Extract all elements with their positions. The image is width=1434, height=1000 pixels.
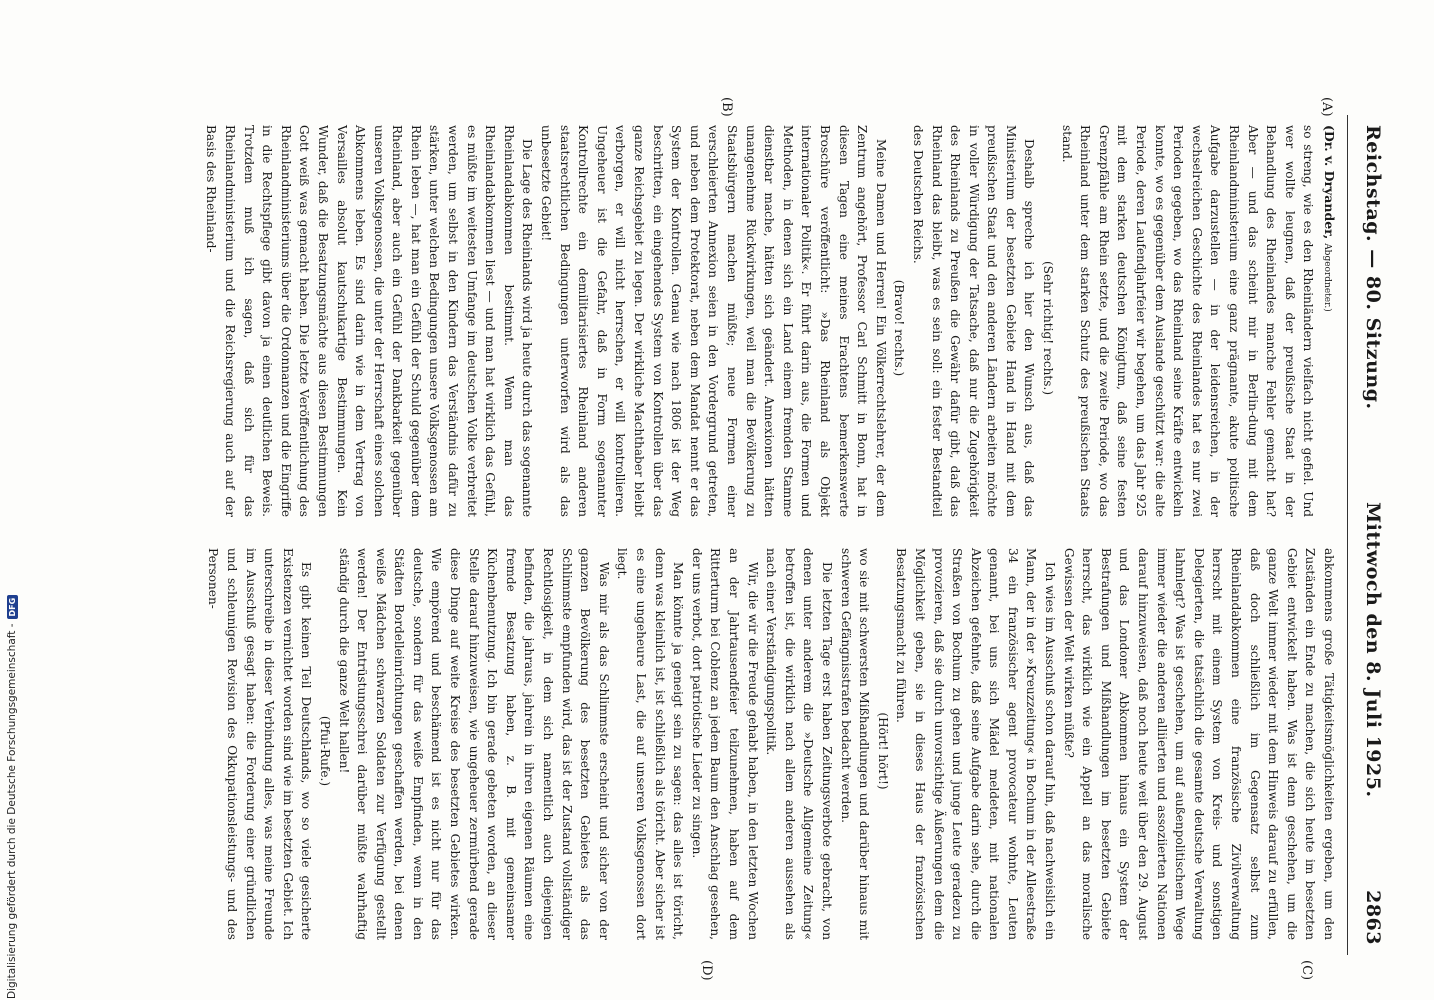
interjection: (Hört! hört!): [875, 712, 890, 790]
paragraph: Die Lage des Rheinlands wird ja heute durch das sogenannte Rheinlandabkommen bestimmt. Wenn man das Rheinlandabkommen liest — und man hat wirklich das Gefühl, es müßte im weitesten Umfange im deutschen Volke verbreitet werden, um selbst in den Kindern das Verständnis dafür zu stärken, unter welchen Bedingungen unsere Volksgenossen am Rhein leben —, hat man ein Gefühl der Schuld gegenüber dem Rheinland, aber auch ein Gefühl der Dankbarkeit gegenüber unseren Volksgenossen, die unter der Herrschaft eines solchen Abkommens leben. Es sind darin wie in dem Vertrag von Versailles absolut kautschukartige Bestimmungen. Kein Wunder, daß die Besatzungsmächte aus diesen Bestimmungen Gott weiß was gemacht haben. Die letzte Veröffentlichung des Rheinlandministeriums über die Ordonnanzen und die Eingriffe in die Rechtspflege gibt davon ja einen deutlichen Beweis. Trotzdem muß ich sagen, daß sich für das Rheinlandministerium und die Reichsregierung auch auf der Basis des Rheinland-: [204, 125, 535, 517]
page-number: 2863: [1362, 890, 1384, 945]
left-column: [202, 125, 1338, 517]
margin-letter-b: (B): [719, 97, 734, 117]
paragraph: abkommens große Tätigkeitsmöglichkeiten ergeben, um den Zuständen ein Ende zu machen, die sich heute im besetzten Gebiet entwickelt haben. Was ist denn geschehen, um die ganze Welt immer wieder mit dem Hinweis darauf zu erfüllen, daß doch schließlich im Gegensatz selbst zum Rheinlandabkommen eine französische Zivilverwaltung herrscht mit einem System von Kreis- und sonstigen Delegierten, die tatsächlich die gesamte deutsche Verwaltung lahmlegt? Was ist geschehen, um auf außenpolitischem Wege immer wieder die anderen alliierten und assoziierten Nationen darauf hinzuweisen, daß noch heute weit über den 29. August und das Londoner Abkommen hinaus ein System der Bestrafungen und Mißhandlungen im besetzten Gebiete herrscht, das wirklich wie ein Appell an das moralische Gewissen der Welt wirken müßte?: [1061, 548, 1336, 940]
speaker-name: (Dr. v. Dryander,: [1322, 125, 1337, 240]
paragraph: so streng, wie es den Rheinländern vielfach nicht gefiel. Und wer wollte leugnen, daß der preußische Staat in der Behandlung des Rheinlandes manche Fehler gemacht hat? Aber — und das scheint mir in Berlin-dung mit dem Rheinlandministerium eine ganz prägnante, akute politische Aufgabe darzustellen — in der leidensreichen, in der wechselreichen Geschichte des Rheinlandes hat es nur zwei Perioden gegeben, wo das Rheinland seine Kräfte entwickeln konnte, wo es gegenüber dem Auslande geschützt war: die alte Periode, deren Laufendjahrfeier wir begehen, um das Jahr 925 mit dem starken deutschen Königtum, daß seine festen Grenzpfähle am Rhein setzte, und die zweite Periode, wo das Rheinland unter dem starken Schutz des preußischen Staats stand.: [1059, 125, 1316, 517]
paragraph: Ich wies im Ausschuß schon darauf hin, daß nachweislich ein Mann, der in der »Kreuzzeitung« in Bochum in der Alleestraße 34 ein französischer agent provocateur wohnte, Leuten genannt, bei uns sich Mädel meldeten, mit nationalen Abzeichen gefehnte, daß seine Aufgabe darin sehe, durch die Straßen von Bochum zu gehen und junge Leute geradezu zu provozieren, daß sie durch unvorsichtige Äußerungen dem die Möglichkeit geben, sie in dieses Haus der französischen Besatzungsmacht zu führen.: [894, 548, 1058, 940]
speaker-line: [1317, 125, 1338, 517]
dfg-logo: DFG: [7, 595, 18, 620]
header-rule: [1347, 115, 1348, 955]
paragraph: Meine Damen und Herren! Ein Völkerrechtslehrer, der dem Zentrum angehört, Professor Carl Schmitt in Bonn, hat in diesen Tagen eine meines Erachtens bemerkenswerte Broschüre veröffentlicht: »Das Rheinland als Objekt internationaler Politik«. Er führt darin aus, die Formen und Methoden, in denen sich ein Land einem fremden Stamme dienstbar mache, hätten sich geändert. Annexionen hätten unangenehme Rückwirkungen, weil man die Bevölkerung zu Staatsbürgern machen müßte; neue Formen einer verschleierten Annexion seien in den Vordergrund getreten, und neben dem Protektorat, neben dem Mandat nennt er das System der Kontrollen. Genau wie nach 1806 ist der Weg beschritten, ein eingehendes System von Kontrollen über das ganze Reichsgebiet zu legen. Der wirkliche Machthaber bleibt verborgen, er will nicht herrschen, er will kontrollieren. Ungeheuer ist die Gefahr, daß in Form sogenannter Kontrollrechte ein demilitarisiertes Rheinland anderen staatsrechtlichen Bedingungen unterworfen wird als das unbesetzte Gebiet!: [539, 125, 888, 517]
paragraph: Die letzten Tage erst haben Zeitungsverbote gebracht, von denen unter anderem die »Deutsche Allgemeine Zeitung« betroffen ist, die wirklich nach allem anderen aussehen als nach einer Verständigungspolitik.: [764, 548, 834, 940]
running-header: [1362, 125, 1384, 945]
header-session: Reichstag. — 80. Sitzung.: [1362, 125, 1384, 410]
credit-text: Digitalisierung gefördert durch die Deutsche Forschungsgemeinschaft -: [6, 623, 18, 999]
margin-letter-c: (C): [1299, 960, 1314, 981]
speaker-party: Abgeordneter.): [1322, 243, 1332, 312]
paragraph: Es gibt keinen Teil Deutschlands, wo so viele gesicherte Existenzen vernichtet worden sind wie im besetzten Gebiet. Ich unterschreibe in dieser Verbindung alles, was meine Freunde im Ausschuß gesagt haben: die Forderung einer gründlichen und schleunigen Revision des Okkupationsleistungs- und des Personen-: [206, 548, 314, 940]
paragraph: Was mir als das Schlimmste erscheint und sicher von der ganzen Bevölkerung des besetzten Gebietes als das Schlimmste empfunden wird, das ist der Zustand vollständiger Rechtlosigkeit, in dem sich namentlich auch diejenigen befinden, die jahraus, jahrein in ihren eigenen Räumen eine fremde Besatzung haben, z. B. mit gemeinsamer Küchenbenutzung. Ich bin gerade gebeten worden, an dieser Stelle darauf hinzuweisen, wie ungeheuer zermürbend gerade diese Dinge auf weite Kreise des besetzten Gebietes wirken. Wie empörend und beschämend ist es nicht nur für das deutsche, sondern für das weiße Empfinden, wenn in den Städten Bordelleinrichtungen geschaffen werden, bei denen weiße Mädchen schwarzen Soldaten zur Verfügung gestellt werden! Der Entrüstungsschrei darüber müßte wahrhaftig ständig durch die ganze Welt hallen!: [336, 548, 611, 940]
interjection: (Sehr richtig! rechts.): [1041, 260, 1056, 396]
margin-letter-a: (A): [1319, 97, 1334, 117]
right-column: [204, 548, 1338, 940]
margin-letter-d: (D): [699, 960, 714, 981]
interjection: (Bravo! rechts.): [892, 279, 907, 377]
paragraph: Deshalb spreche ich hier den Wunsch aus, daß das Ministerium der besetzten Gebiete Hand in Hand mit dem preußischen Staat und den anderen Ländern arbeiten möchte in voller Würdigung der Tatsache, daß nur die Zugehörigkeit des Rheinlands zu Preußen die Gewähr dafür gibt, daß das Rheinland das bleibt, was es sein soll: ein fester Bestandteil des Deutschen Reichs.: [910, 125, 1037, 517]
header-date: Mittwoch den 8. Juli 1925.: [1362, 502, 1384, 798]
interjection: (Pfui-Rufe.): [317, 715, 332, 787]
paragraph: Man könnte ja geneigt sein zu sagen: das alles ist töricht, denn was kleinlich ist, ist schließlich als töricht. Aber sicher ist es eine ungeheure Last, die auf unseren Volksgenossen dort liegt.: [615, 548, 686, 940]
paragraph: Wir, die wir die Freude gehabt haben, in den letzten Wochen an der Jahrtausendfeier teilzunehmen, haben auf dem Ritterturm bei Coblenz an jedem Baum den Anschlag gesehen, der uns verbot, dort patriotische Lieder zu singen.: [689, 548, 760, 940]
digitization-credit: [6, 595, 18, 999]
paragraph: wo sie mit schwersten Mißhandlungen und darüber hinaus mit schweren Gefängnisstrafen bedacht werden.: [838, 548, 872, 940]
